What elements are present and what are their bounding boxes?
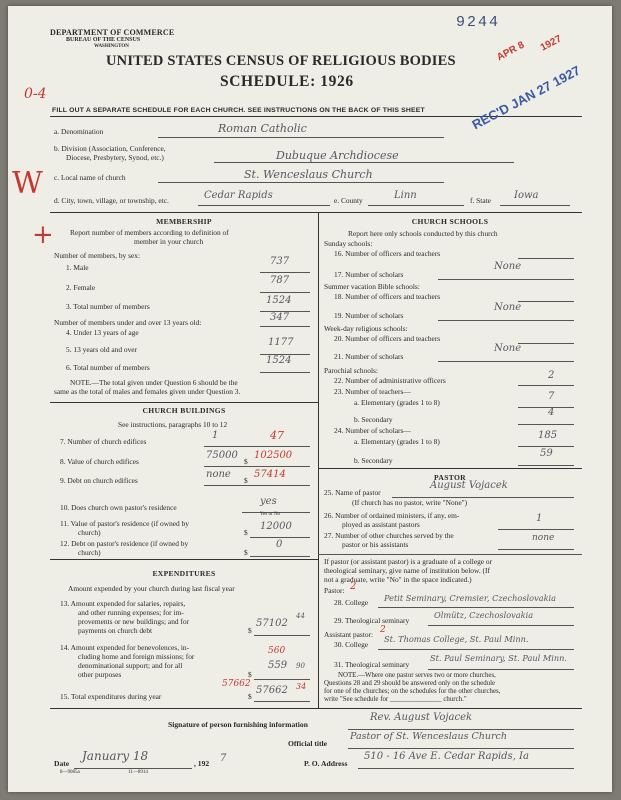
q19-label: 19. Number of scholars [334, 311, 404, 320]
q7-label: 7. Number of church edifices [60, 437, 147, 446]
q8-label: 8. Value of church edifices [60, 457, 139, 466]
q11-label-2: church) [78, 528, 101, 537]
q31-underline [428, 669, 574, 670]
county-value: Linn [394, 190, 417, 201]
margin-mark-code: 0-4 [24, 86, 47, 102]
center-divider [318, 212, 319, 708]
official-title-value: Pastor of St. Wenceslaus Church [350, 731, 507, 742]
q24b-value: 59 [540, 448, 553, 459]
buildings-title: CHURCH BUILDINGS [142, 406, 226, 415]
q21-underline [438, 361, 574, 362]
q2-label: 2. Female [66, 283, 96, 292]
q24a-value: 185 [538, 430, 558, 441]
bureau-label: BUREAU OF THE CENSUS [66, 37, 141, 43]
city-underline [198, 205, 330, 206]
q3-value: 1524 [266, 295, 292, 306]
schedule-title: SCHEDULE: 1926 [220, 73, 354, 90]
q14-line-1: 14. Amount expended for benevolences, in- [60, 643, 190, 652]
q24b-underline [518, 465, 574, 466]
q26-value: 1 [536, 513, 543, 524]
city-label: WASHINGTON [94, 44, 129, 49]
q30-underline [378, 649, 574, 650]
q15-dollar: $ [248, 692, 252, 701]
q13-line-3: provements or new buildings; and for [78, 617, 190, 626]
q2-value: 787 [270, 275, 290, 286]
pastor-note-1: NOTE.—Where one pastor serves two or more churches, [338, 672, 496, 679]
q7-value: 1 [212, 430, 219, 441]
q14-underline [254, 679, 310, 680]
schools-bottom-rule [318, 468, 582, 469]
city-label-field: d. City, town, village, or township, etc. [54, 196, 169, 205]
q17-label: 17. Number of scholars [334, 270, 404, 279]
q20-underline [518, 343, 574, 344]
q13-line-2: and other running expenses; for im- [78, 608, 184, 617]
q15-cents: 34 [296, 682, 307, 691]
q11-label-1: 11. Value of pastor's residence (if owned by [60, 519, 189, 528]
q1-label: 1. Male [66, 263, 89, 272]
pastor-divider [318, 554, 582, 555]
q15-label: 15. Total expenditures during year [60, 692, 162, 701]
q12-label-2: church) [78, 548, 101, 557]
q29-label: 29. Theological seminary [334, 616, 410, 625]
q8-edit: 102500 [254, 450, 293, 461]
weekday-label: Week-day religious schools: [324, 324, 408, 333]
q19-underline [438, 320, 574, 321]
membership-intro-1: Report number of members according to definition of [70, 228, 229, 237]
q23-label: 23. Number of teachers— [334, 387, 411, 396]
q6-label: 6. Total number of members [66, 363, 150, 372]
schools-intro: Report here only schools conducted by this church [348, 229, 498, 238]
received-stamp-date: APR 8 [495, 39, 527, 64]
address-underline [358, 768, 574, 769]
q24a-label: a. Elementary (grades 1 to 8) [354, 437, 440, 446]
address-label: P. O. Address [304, 759, 348, 768]
q1-value: 737 [270, 256, 290, 267]
city-value: Cedar Rapids [204, 190, 273, 201]
q5-label: 5. 13 years old and over [66, 345, 138, 354]
by-sex-label: Number of members, by sex: [54, 251, 140, 260]
instruction-line: FILL OUT A SEPARATE SCHEDULE FOR EACH CHURCH. SEE INSTRUCTIONS ON THE BACK OF THIS SHEET [52, 107, 425, 114]
state-label: f. State [470, 196, 491, 205]
graduate-line-3: not a graduate, write "No" in the space indicated.) [324, 575, 472, 584]
margin-mark-w: W [12, 166, 43, 201]
q14-line-2: cluding home and foreign missions; for [78, 652, 195, 661]
grid-bottom-rule [50, 708, 582, 709]
q15-edit: 57662 [222, 679, 251, 689]
q4-underline [260, 326, 310, 327]
q15-value: 57662 [256, 685, 288, 696]
church-name-value: St. Wenceslaus Church [244, 168, 373, 181]
q12-value: 0 [276, 539, 283, 550]
buildings-intro: See instructions, paragraphs 10 to 12 [118, 420, 228, 429]
q11-dollar: $ [244, 528, 248, 537]
state-value: Iowa [514, 190, 539, 201]
q11-underline [250, 537, 310, 538]
q23b-value: 4 [548, 407, 555, 418]
q19-value: None [494, 302, 522, 313]
q9-value: none [206, 469, 231, 480]
pastor-title: PASTOR [434, 473, 466, 482]
q14-line-4: other purposes [78, 670, 122, 679]
q14-edit: 560 [268, 646, 286, 656]
q16-underline [518, 258, 574, 259]
q26-underline [498, 529, 574, 530]
q28-underline [378, 607, 574, 608]
q7-underline [204, 446, 310, 447]
q18-label: 18. Number of officers and teachers [334, 292, 441, 301]
division-label-1: b. Division (Association, Conference, [54, 144, 166, 153]
church-name-underline [158, 182, 444, 183]
print-code: 8—9085a [60, 770, 80, 775]
q23a-value: 7 [548, 391, 555, 402]
q13-line-1: 13. Amount expended for salaries, repairs, [60, 599, 186, 608]
q10-hint: Yes or No [260, 512, 281, 517]
q23b-underline [518, 424, 574, 425]
q27-underline [498, 549, 574, 550]
membership-title: MEMBERSHIP [156, 217, 212, 226]
schools-title: CHURCH SCHOOLS [411, 217, 489, 226]
q23a-underline [518, 407, 574, 408]
signature-label: Signature of person furnishing information [168, 720, 308, 729]
q10-label: 10. Does church own pastor's residence [60, 503, 177, 512]
form-title: UNITED STATES CENSUS OF RELIGIOUS BODIES [106, 53, 456, 69]
expenditures-intro: Amount expended by your church during last fiscal year [68, 584, 235, 593]
q28-label: 28. College [334, 598, 369, 607]
sunday-label: Sunday schools: [324, 239, 373, 248]
q20-label: 20. Number of officers and teachers [334, 334, 441, 343]
margin-mark-plus: + [32, 220, 54, 250]
census-schedule-sheet [8, 6, 612, 792]
division-value: Dubuque Archdiocese [276, 149, 399, 162]
pastor-note-2: Questions 28 and 29 should be answered only on the schedule [324, 680, 496, 687]
date-underline [74, 768, 192, 769]
buildings-bottom-rule [50, 559, 318, 560]
q2-underline [260, 292, 310, 293]
official-title-underline [348, 748, 574, 749]
q21-label: 21. Number of scholars [334, 352, 404, 361]
q13-line-4: payments on church debt [78, 626, 153, 635]
q24-label: 24. Number of scholars— [334, 426, 411, 435]
q8-underline [204, 466, 310, 467]
q14-line-3: denominational support; and for all [78, 661, 183, 670]
q13-value: 57102 [256, 618, 288, 629]
form-number: 9244 [456, 14, 501, 31]
state-underline [500, 205, 570, 206]
q22-value: 2 [548, 370, 555, 381]
q14-value: 559 [268, 660, 288, 671]
q29-value: Olmütz, Czechoslovakia [434, 610, 534, 620]
q9-label: 9. Debt on church edifices [60, 476, 138, 485]
graduate-line-2: theological seminary, give name of institution below. (If [324, 566, 490, 575]
q23a-label: a. Elementary (grades 1 to 8) [354, 398, 440, 407]
q16-label: 16. Number of officers and teachers [334, 249, 441, 258]
q27-value: none [532, 533, 555, 543]
q1-underline [260, 272, 310, 273]
county-underline [368, 205, 464, 206]
date-year-suffix: 7 [220, 753, 227, 764]
q9-edit: 57414 [254, 469, 286, 480]
q22-underline [518, 385, 574, 386]
received-stamp-year: 1927 [538, 33, 564, 54]
q30-value: St. Thomas College, St. Paul Minn. [384, 634, 529, 644]
date-year-prefix: , 192 [194, 759, 210, 768]
membership-intro-2: member in your church [134, 237, 204, 246]
q8-dollar: $ [244, 457, 248, 466]
under-over-label: Number of members under and over 13 years old: [54, 318, 202, 327]
q15-underline [254, 701, 310, 702]
q7-edit: 47 [270, 429, 284, 442]
q3-label: 3. Total number of members [66, 302, 150, 311]
church-name-label: c. Local name of church [54, 173, 126, 182]
q17-value: None [494, 261, 522, 272]
membership-note-2: same as the total of males and females given under Question 3. [54, 387, 241, 396]
q4-label: 4. Under 13 years of age [66, 328, 139, 337]
county-label: e. County [334, 196, 363, 205]
date-value: January 18 [82, 749, 149, 763]
denomination-underline [158, 137, 444, 138]
summer-label: Summer vacation Bible schools: [324, 282, 420, 291]
assistant-mark: 2 [380, 625, 386, 635]
q21-value: None [494, 343, 522, 354]
official-title-label: Official title [288, 739, 328, 748]
q6-value: 1524 [266, 355, 292, 366]
signature-underline [348, 729, 574, 730]
q14-cents: 90 [296, 662, 305, 670]
membership-note-1: NOTE.—The total given under Question 6 should be the [70, 378, 238, 387]
q24a-underline [518, 446, 574, 447]
pastor-note-3: for one of the churches; on the schedules for the other churches, [324, 688, 501, 695]
q23b-label: b. Secondary [354, 415, 393, 424]
q25-label: 25. Name of pastor [324, 488, 381, 497]
q31-label: 31. Theological seminary [334, 660, 410, 669]
q24b-label: b. Secondary [354, 456, 393, 465]
q28-value: Petit Seminary, Cremsier, Czechoslovakia [384, 593, 557, 603]
membership-bottom-rule [50, 402, 318, 403]
division-label-2: Diocese, Presbytery, Synod, etc.) [66, 153, 164, 162]
denomination-value: Roman Catholic [218, 122, 307, 135]
q13-underline [254, 635, 310, 636]
q13-cents: 44 [296, 612, 305, 620]
q9-dollar: $ [244, 476, 248, 485]
q27-line-2: pastor or his assistants [342, 540, 409, 549]
q18-underline [518, 301, 574, 302]
pastor-note-4: write "See schedule for _______________ church." [324, 696, 467, 703]
q30-label: 30. College [334, 640, 369, 649]
q29-underline [428, 625, 574, 626]
expenditures-title: EXPENDITURES [152, 569, 216, 578]
q10-value: yes [260, 496, 277, 507]
q13-dollar: $ [248, 626, 252, 635]
q26-line-2: ployed as assistant pastors [342, 520, 420, 529]
division-underline [214, 162, 514, 163]
q6-underline [260, 372, 310, 373]
q27-line-1: 27. Number of other churches served by the [324, 531, 454, 540]
q12-underline [250, 556, 310, 557]
pastor-subheading: Pastor: [324, 586, 345, 595]
q9-underline [204, 485, 310, 486]
print-code-2: 11—8914 [128, 770, 148, 775]
q5-value: 1177 [268, 337, 294, 348]
signature-value: Rev. August Vojacek [370, 712, 473, 723]
pastor-mark: 2 [350, 581, 357, 592]
q25-value: August Vojacek [430, 480, 508, 491]
q17-underline [438, 279, 574, 280]
q12-dollar: $ [244, 548, 248, 557]
assistant-subheading: Assistant pastor: [324, 630, 374, 639]
under-over-value: 347 [270, 312, 290, 323]
denomination-label: a. Denomination [54, 127, 104, 136]
department-label: DEPARTMENT OF COMMERCE [50, 28, 175, 37]
q11-value: 12000 [260, 521, 292, 532]
q26-line-1: 26. Number of ordained ministers, if any, em- [324, 511, 460, 520]
received-stamp: REC'D JAN 27 1927 [469, 62, 583, 133]
q31-value: St. Paul Seminary, St. Paul Minn. [430, 653, 568, 663]
q8-value: 75000 [206, 450, 238, 461]
address-value: 510 - 16 Ave E. Cedar Rapids, Ia [364, 751, 529, 762]
parochial-label: Parochial schools: [324, 366, 378, 375]
q12-label-1: 12. Debt on pastor's residence (if owned by [60, 539, 189, 548]
q14-dollar: $ [248, 670, 252, 679]
graduate-line-1: If pastor (or assistant pastor) is a graduate of a college or [324, 557, 493, 566]
q25-hint: (If church has no pastor, write "None") [352, 498, 468, 507]
q22-label: 22. Number of administrative officers [334, 376, 446, 385]
date-label: Date [54, 759, 70, 768]
grid-top-rule [50, 212, 582, 213]
